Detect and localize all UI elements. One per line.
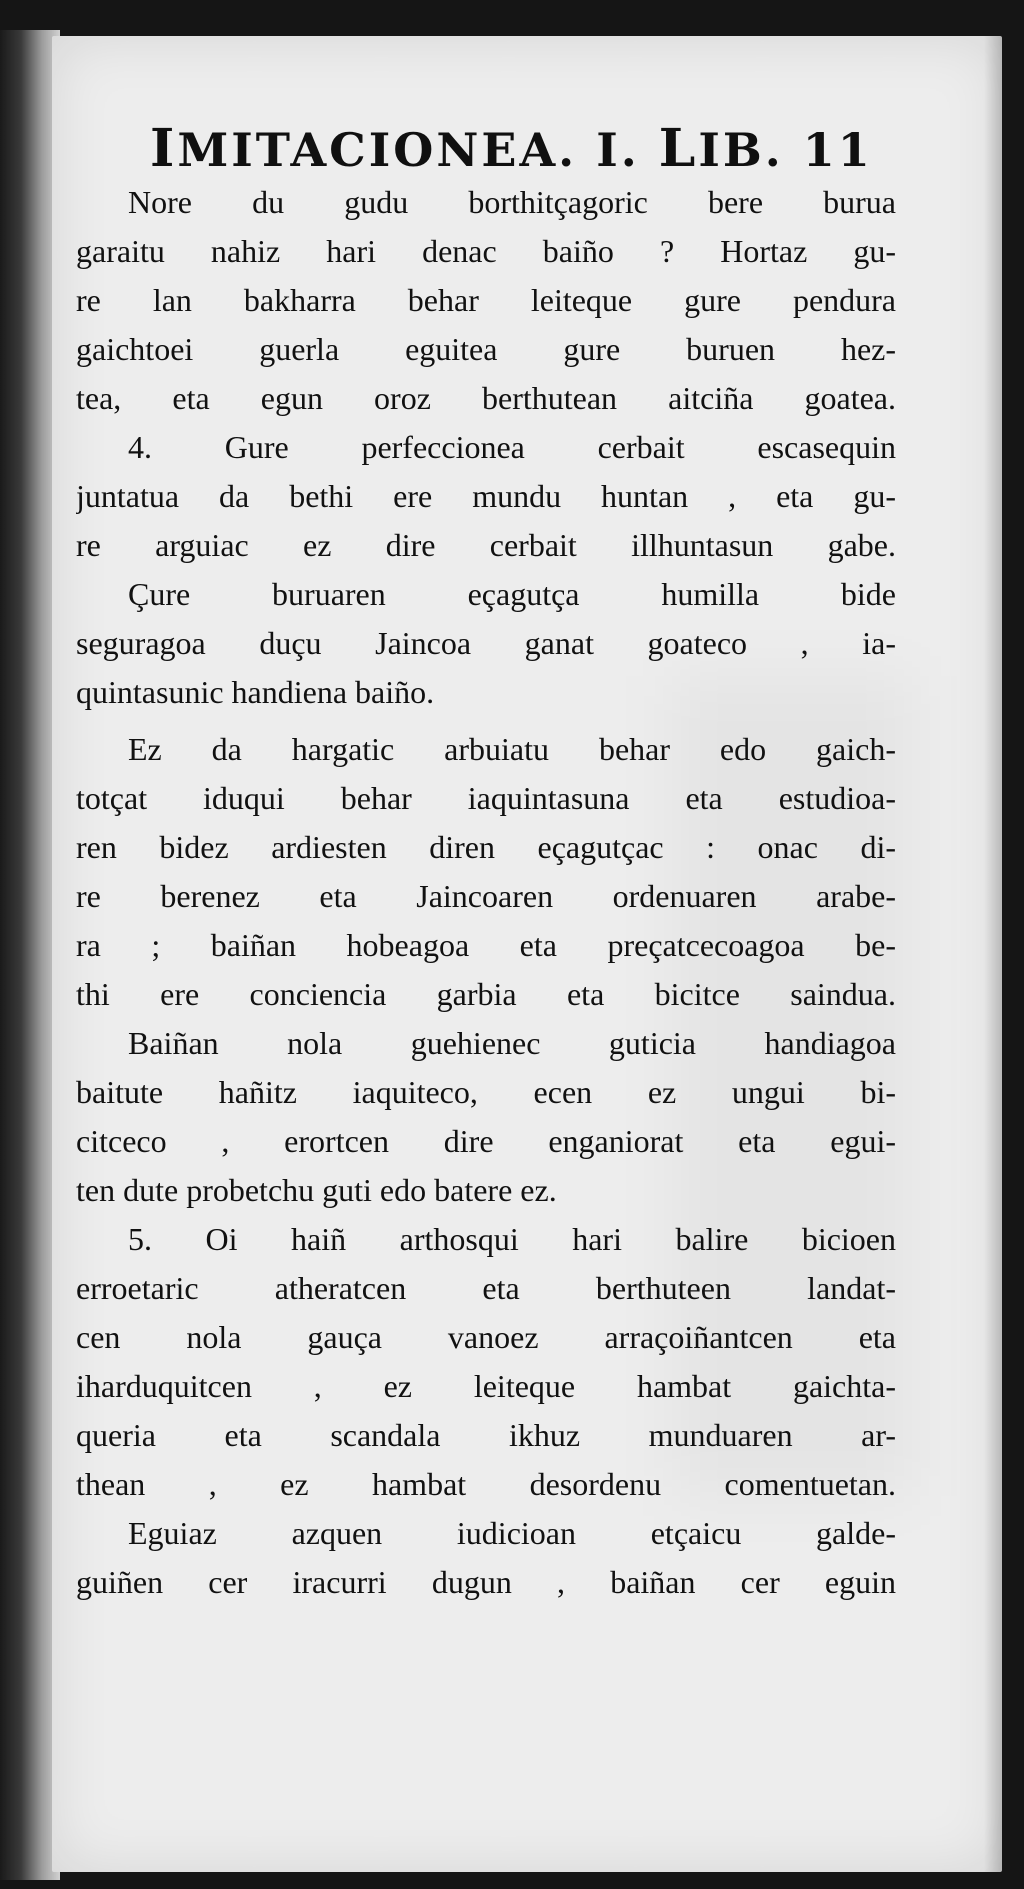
- text-line: 4. Gure perfeccionea cerbait escasequin: [128, 429, 896, 465]
- text-line: seguragoa duçu Jaincoa ganat goateco , ia-: [76, 625, 896, 661]
- text-line: Eguiaz azquen iudicioan etçaicu galde-: [128, 1515, 896, 1551]
- text-line: guiñen cer iracurri dugun , baiñan cer eguin: [76, 1564, 896, 1600]
- text-line: 5. Oi haiñ arthosqui hari balire bicioen: [128, 1221, 896, 1257]
- text-line: cen nola gauça vanoez arraçoiñantcen eta: [76, 1319, 896, 1355]
- text-line: thean , ez hambat desordenu comentuetan.: [76, 1466, 896, 1502]
- text-line: Ez da hargatic arbuiatu behar edo gaich-: [128, 731, 896, 767]
- book-spine: [0, 30, 60, 1880]
- text-line: thi ere conciencia garbia eta bicitce saindua.: [76, 976, 896, 1012]
- text-line: quintasunic handiena baiño.: [76, 674, 435, 710]
- text-line: juntatua da bethi ere mundu huntan , eta gu-: [76, 478, 896, 514]
- text-line: ra ; baiñan hobeagoa eta preçatcecoagoa be-: [76, 927, 896, 963]
- header-book: I.: [596, 123, 640, 177]
- text-line: gaichtoei guerla eguitea gure buruen hez-: [76, 331, 896, 367]
- header-lib-initial: L: [658, 118, 699, 179]
- text-line: queria eta scandala ikhuz munduaren ar-: [76, 1417, 896, 1453]
- text-line: Nore du gudu borthitçagoric bere burua: [128, 184, 896, 220]
- text-line: Baiñan nola guehienec guticia handiagoa: [128, 1025, 896, 1061]
- header-lib: IB.: [698, 123, 784, 177]
- header-title-initial: I: [150, 118, 178, 179]
- text-line: Çure buruaren eçagutça humilla bide: [128, 576, 896, 612]
- text-line: ren bidez ardiesten diren eçagutçac : onac di-: [76, 829, 896, 865]
- running-header: [150, 118, 900, 179]
- header-title: MITACIONEA.: [177, 123, 578, 177]
- text-line: totçat iduqui behar iaquintasuna eta estudioa-: [76, 780, 896, 816]
- text-line: erroetaric atheratcen eta berthuteen landat-: [76, 1270, 896, 1306]
- text-line: ten dute probetchu guti edo batere ez.: [76, 1172, 557, 1208]
- text-line: re berenez eta Jaincoaren ordenuaren arabe-: [76, 878, 896, 914]
- text-line: iharduquitcen , ez leiteque hambat gaichta-: [76, 1368, 896, 1404]
- text-line: re lan bakharra behar leiteque gure pendura: [76, 282, 896, 318]
- page-edge-shadow: [984, 36, 1002, 1872]
- text-line: baitute hañitz iaquiteco, ecen ez ungui bi-: [76, 1074, 896, 1110]
- text-line: re arguiac ez dire cerbait illhuntasun gabe.: [76, 527, 896, 563]
- text-line: tea, eta egun oroz berthutean aitciña goatea.: [76, 380, 896, 416]
- text-line: citceco , erortcen dire enganiorat eta egui-: [76, 1123, 896, 1159]
- text-line: garaitu nahiz hari denac baiño ? Hortaz gu-: [76, 233, 896, 269]
- page-number: 11: [802, 123, 873, 177]
- body-text: [76, 178, 896, 1607]
